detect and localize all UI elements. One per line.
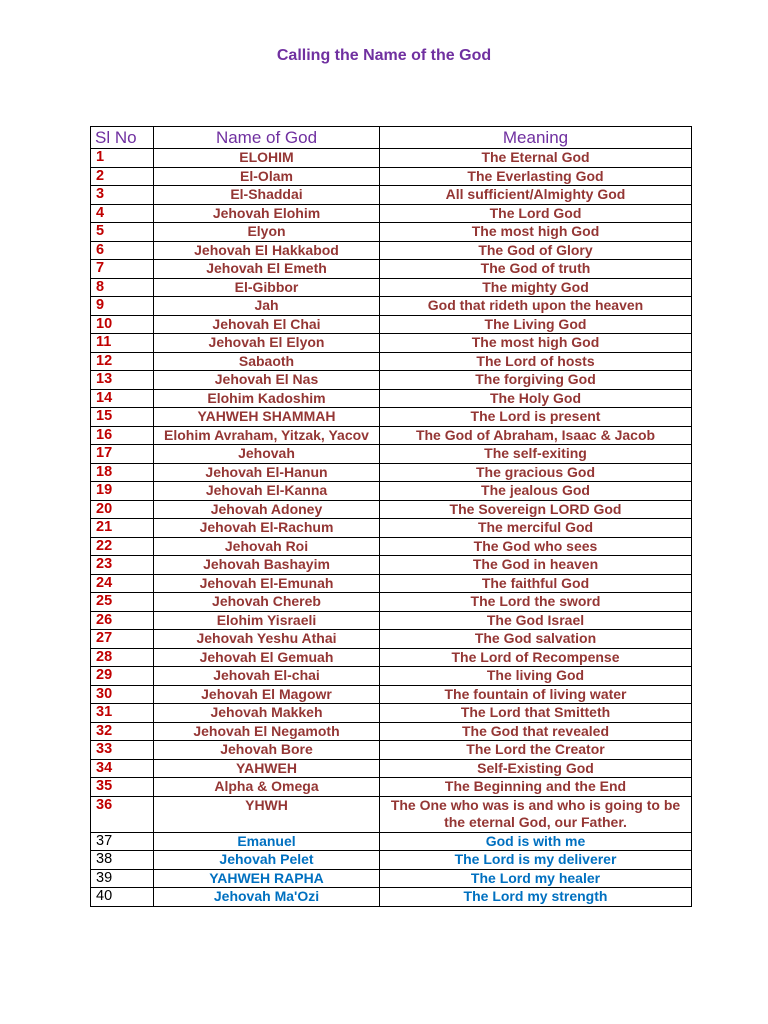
- page-title: Calling the Name of the God: [276, 47, 492, 64]
- row-number: 15: [91, 408, 154, 427]
- god-name: Sabaoth: [154, 352, 380, 371]
- row-number: 18: [91, 463, 154, 482]
- god-name: Jehovah El-Kanna: [154, 482, 380, 501]
- god-name: Elohim Avraham, Yitzak, Yacov: [154, 426, 380, 445]
- row-number: 11: [91, 334, 154, 353]
- table-row: [91, 445, 692, 464]
- meaning: The self-exiting: [380, 445, 692, 464]
- god-name: Jehovah Pelet: [154, 851, 380, 870]
- table-row: [91, 593, 692, 612]
- row-number: 7: [91, 260, 154, 279]
- meaning: The jealous God: [380, 482, 692, 501]
- god-name: Jehovah Adoney: [154, 500, 380, 519]
- row-number: 31: [91, 704, 154, 723]
- table-row: [91, 704, 692, 723]
- table-row: [91, 869, 692, 888]
- row-number: 39: [91, 869, 154, 888]
- god-name: Jehovah El Magowr: [154, 685, 380, 704]
- row-number: 17: [91, 445, 154, 464]
- row-number: 20: [91, 500, 154, 519]
- god-name: Jehovah Makkeh: [154, 704, 380, 723]
- table-row: [91, 759, 692, 778]
- row-number: 34: [91, 759, 154, 778]
- table-row: [91, 482, 692, 501]
- meaning: The Living God: [380, 315, 692, 334]
- god-name: Jehovah El-Emunah: [154, 574, 380, 593]
- row-number: 19: [91, 482, 154, 501]
- table-row: [91, 426, 692, 445]
- meaning: The forgiving God: [380, 371, 692, 390]
- meaning: The God of Glory: [380, 241, 692, 260]
- god-name: Emanuel: [154, 832, 380, 851]
- table-row: [91, 537, 692, 556]
- meaning: The God salvation: [380, 630, 692, 649]
- meaning: The God in heaven: [380, 556, 692, 575]
- row-number: 28: [91, 648, 154, 667]
- table-row: [91, 389, 692, 408]
- god-name: Elyon: [154, 223, 380, 242]
- meaning: The most high God: [380, 223, 692, 242]
- table-row: [91, 241, 692, 260]
- table-row: [91, 204, 692, 223]
- meaning: The merciful God: [380, 519, 692, 538]
- meaning: The Lord of Recompense: [380, 648, 692, 667]
- table-row: [91, 352, 692, 371]
- table-row: [91, 722, 692, 741]
- row-number: 29: [91, 667, 154, 686]
- row-number: 10: [91, 315, 154, 334]
- table-row: [91, 574, 692, 593]
- god-name: Jehovah El Elyon: [154, 334, 380, 353]
- god-name: El-Gibbor: [154, 278, 380, 297]
- header-meaning: Meaning: [380, 127, 692, 149]
- god-name: Jehovah El-chai: [154, 667, 380, 686]
- row-number: 4: [91, 204, 154, 223]
- meaning: The living God: [380, 667, 692, 686]
- row-number: 38: [91, 851, 154, 870]
- row-number: 36: [91, 796, 154, 832]
- row-number: 23: [91, 556, 154, 575]
- meaning: The Lord my healer: [380, 869, 692, 888]
- god-name: Elohim Yisraeli: [154, 611, 380, 630]
- table-row: [91, 408, 692, 427]
- god-name: ELOHIM: [154, 149, 380, 168]
- meaning: The God who sees: [380, 537, 692, 556]
- row-number: 12: [91, 352, 154, 371]
- row-number: 22: [91, 537, 154, 556]
- row-number: 1: [91, 149, 154, 168]
- god-name: Jehovah El Negamoth: [154, 722, 380, 741]
- row-number: 33: [91, 741, 154, 760]
- god-name: Alpha & Omega: [154, 778, 380, 797]
- row-number: 14: [91, 389, 154, 408]
- table-row: [91, 851, 692, 870]
- meaning: The Lord my strength: [380, 888, 692, 907]
- meaning: The Lord the Creator: [380, 741, 692, 760]
- meaning: The Lord of hosts: [380, 352, 692, 371]
- table-row: [91, 149, 692, 168]
- god-name: Jehovah El-Hanun: [154, 463, 380, 482]
- row-number: 9: [91, 297, 154, 316]
- row-number: 35: [91, 778, 154, 797]
- meaning: The One who was is and who is going to be the eternal God, our Father.: [380, 796, 692, 832]
- table-row: [91, 648, 692, 667]
- god-name: YAHWEH SHAMMAH: [154, 408, 380, 427]
- row-number: 3: [91, 186, 154, 205]
- row-number: 30: [91, 685, 154, 704]
- table-row: [91, 611, 692, 630]
- god-name: Jehovah Yeshu Athai: [154, 630, 380, 649]
- meaning: The Lord that Smitteth: [380, 704, 692, 723]
- table-row: [91, 186, 692, 205]
- row-number: 40: [91, 888, 154, 907]
- god-name: El-Olam: [154, 167, 380, 186]
- god-name: Jehovah El Chai: [154, 315, 380, 334]
- table-row: [91, 500, 692, 519]
- god-name: Jehovah El-Rachum: [154, 519, 380, 538]
- row-number: 24: [91, 574, 154, 593]
- row-number: 21: [91, 519, 154, 538]
- table-row: [91, 167, 692, 186]
- meaning: The Lord is present: [380, 408, 692, 427]
- row-number: 25: [91, 593, 154, 612]
- row-number: 6: [91, 241, 154, 260]
- table-row: [91, 888, 692, 907]
- god-name: Jehovah Chereb: [154, 593, 380, 612]
- meaning: The mighty God: [380, 278, 692, 297]
- god-name: Jehovah El Gemuah: [154, 648, 380, 667]
- meaning: The God of truth: [380, 260, 692, 279]
- row-number: 16: [91, 426, 154, 445]
- meaning: God is with me: [380, 832, 692, 851]
- table-row: [91, 778, 692, 797]
- table-row: [91, 519, 692, 538]
- row-number: 5: [91, 223, 154, 242]
- header-name: Name of God: [154, 127, 380, 149]
- meaning: The Holy God: [380, 389, 692, 408]
- god-name: Jehovah Bore: [154, 741, 380, 760]
- god-name: YAHWEH: [154, 759, 380, 778]
- row-number: 26: [91, 611, 154, 630]
- table-row: [91, 796, 692, 832]
- row-number: 8: [91, 278, 154, 297]
- god-name: Jehovah Elohim: [154, 204, 380, 223]
- table-row: [91, 463, 692, 482]
- god-name: Jehovah Roi: [154, 537, 380, 556]
- god-name: Jah: [154, 297, 380, 316]
- meaning: The God that revealed: [380, 722, 692, 741]
- god-name: Jehovah El Hakkabod: [154, 241, 380, 260]
- table-row: [91, 371, 692, 390]
- row-number: 2: [91, 167, 154, 186]
- table-row: [91, 685, 692, 704]
- god-name: Elohim Kadoshim: [154, 389, 380, 408]
- row-number: 32: [91, 722, 154, 741]
- meaning: The gracious God: [380, 463, 692, 482]
- table-row: [91, 334, 692, 353]
- meaning: God that rideth upon the heaven: [380, 297, 692, 316]
- meaning: The Sovereign LORD God: [380, 500, 692, 519]
- meaning: The God of Abraham, Isaac & Jacob: [380, 426, 692, 445]
- meaning: The Lord the sword: [380, 593, 692, 612]
- row-number: 27: [91, 630, 154, 649]
- meaning: The Eternal God: [380, 149, 692, 168]
- table-row: [91, 667, 692, 686]
- meaning: The God Israel: [380, 611, 692, 630]
- table-row: [91, 315, 692, 334]
- meaning: The Beginning and the End: [380, 778, 692, 797]
- table-row: [91, 630, 692, 649]
- meaning: The most high God: [380, 334, 692, 353]
- table-row: [91, 297, 692, 316]
- meaning: The Lord God: [380, 204, 692, 223]
- row-number: 37: [91, 832, 154, 851]
- god-name: Jehovah El Nas: [154, 371, 380, 390]
- names-table: [90, 126, 692, 907]
- god-name: Jehovah Ma'Ozi: [154, 888, 380, 907]
- god-name: YAHWEH RAPHA: [154, 869, 380, 888]
- meaning: The fountain of living water: [380, 685, 692, 704]
- table-row: [91, 741, 692, 760]
- table-row: [91, 223, 692, 242]
- meaning: The Everlasting God: [380, 167, 692, 186]
- table-row: [91, 832, 692, 851]
- god-name: Jehovah Bashayim: [154, 556, 380, 575]
- god-name: Jehovah: [154, 445, 380, 464]
- god-name: El-Shaddai: [154, 186, 380, 205]
- table-row: [91, 278, 692, 297]
- meaning: The Lord is my deliverer: [380, 851, 692, 870]
- header-sl-no: Sl No: [91, 127, 154, 149]
- table-header-row: [91, 127, 692, 149]
- god-name: Jehovah El Emeth: [154, 260, 380, 279]
- meaning: All sufficient/Almighty God: [380, 186, 692, 205]
- table-row: [91, 260, 692, 279]
- row-number: 13: [91, 371, 154, 390]
- meaning: The faithful God: [380, 574, 692, 593]
- table-row: [91, 556, 692, 575]
- meaning: Self-Existing God: [380, 759, 692, 778]
- table-body: [91, 149, 692, 907]
- god-name: YHWH: [154, 796, 380, 832]
